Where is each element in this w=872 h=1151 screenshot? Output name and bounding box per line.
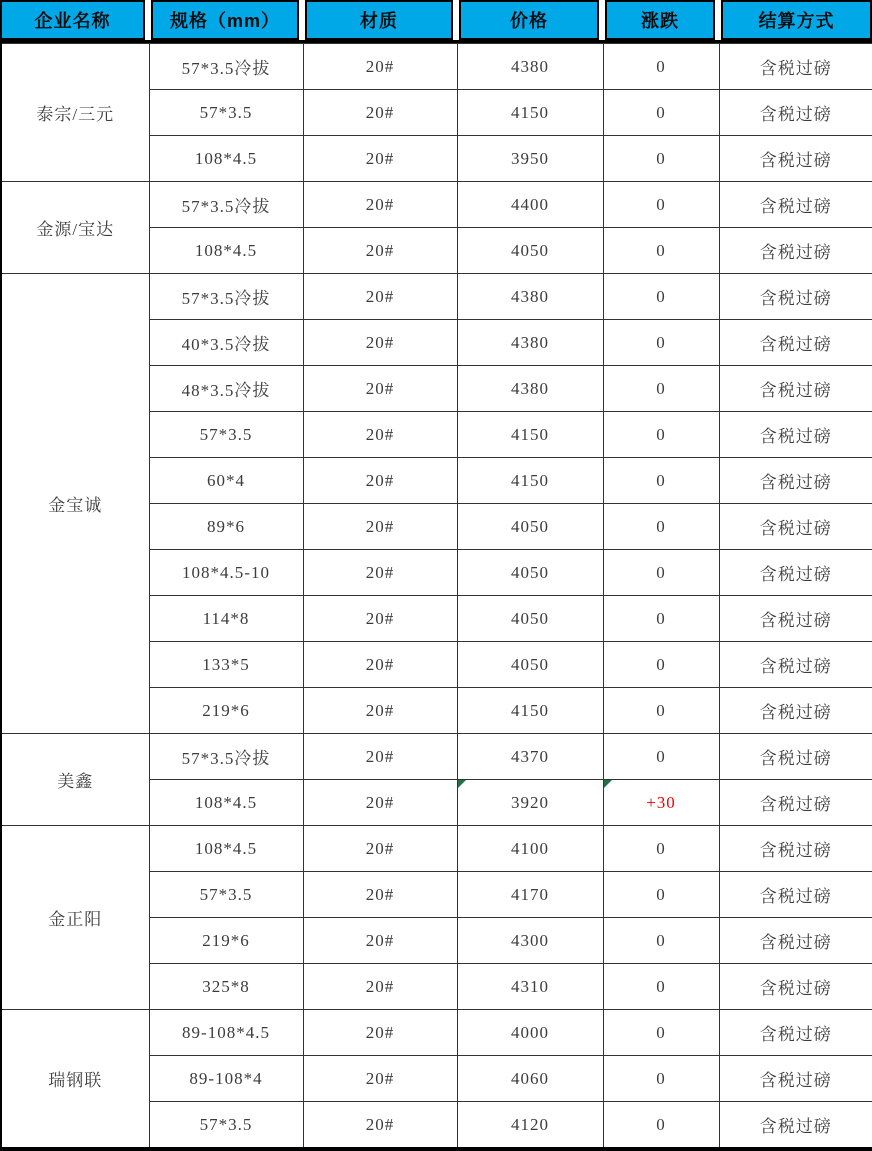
material-cell <box>303 642 457 688</box>
change-cell-text: 0 <box>656 746 666 766</box>
settlement-cell-text: 含税过磅 <box>759 151 832 170</box>
change-cell-text: 0 <box>656 654 666 674</box>
settlement-cell-text: 含税过磅 <box>759 611 832 630</box>
material-cell-text: 20# <box>365 562 395 582</box>
spec-cell <box>149 1056 303 1102</box>
price-cell <box>457 1010 603 1056</box>
header-label: 企业名称 <box>0 0 145 40</box>
material-cell-text: 20# <box>365 378 395 398</box>
material-cell <box>303 964 457 1010</box>
spec-cell <box>149 228 303 274</box>
settlement-cell <box>719 596 872 642</box>
change-cell <box>603 734 719 780</box>
spec-cell <box>149 688 303 734</box>
change-cell <box>603 366 719 412</box>
price-cell <box>457 1102 603 1150</box>
change-cell <box>603 826 719 872</box>
price-cell <box>457 780 603 826</box>
price-cell-text: 4050 <box>511 516 549 536</box>
change-cell <box>603 274 719 320</box>
settlement-cell <box>719 688 872 734</box>
material-cell-text: 20# <box>365 286 395 306</box>
material-cell <box>303 182 457 228</box>
change-cell-text: 0 <box>656 1022 666 1042</box>
settlement-cell <box>719 872 872 918</box>
price-cell-text: 4060 <box>511 1068 549 1088</box>
change-cell-text: 0 <box>656 56 666 76</box>
material-cell-text: 20# <box>365 654 395 674</box>
settlement-cell <box>719 44 872 90</box>
material-cell-text: 20# <box>365 424 395 444</box>
spec-cell <box>149 90 303 136</box>
header-cell-1 <box>0 0 148 40</box>
price-cell <box>457 90 603 136</box>
spec-cell <box>149 642 303 688</box>
spec-cell <box>149 872 303 918</box>
settlement-cell <box>719 780 872 826</box>
settlement-cell-text: 含税过磅 <box>759 59 832 78</box>
price-cell <box>457 274 603 320</box>
material-cell-text: 20# <box>365 976 395 996</box>
material-cell <box>303 780 457 826</box>
settlement-cell-text: 含税过磅 <box>759 933 832 952</box>
spec-cell <box>149 826 303 872</box>
settlement-cell <box>719 136 872 182</box>
price-cell <box>457 136 603 182</box>
change-cell <box>603 320 719 366</box>
material-cell-text: 20# <box>365 516 395 536</box>
change-cell <box>603 90 719 136</box>
spec-cell-text: 57*3.5 <box>199 424 253 444</box>
price-cell-text: 3920 <box>511 792 549 812</box>
settlement-cell <box>719 964 872 1010</box>
price-cell-text: 4370 <box>511 746 549 766</box>
settlement-cell <box>719 1056 872 1102</box>
settlement-cell-text: 含税过磅 <box>759 565 832 584</box>
settlement-cell <box>719 918 872 964</box>
settlement-cell-text: 含税过磅 <box>759 703 832 722</box>
spec-cell <box>149 504 303 550</box>
material-cell-text: 20# <box>365 700 395 720</box>
settlement-cell <box>719 1102 872 1150</box>
material-cell <box>303 1010 457 1056</box>
spec-cell <box>149 1010 303 1056</box>
spec-cell <box>149 366 303 412</box>
material-cell-text: 20# <box>365 240 395 260</box>
change-cell-text: 0 <box>656 240 666 260</box>
spec-cell <box>149 136 303 182</box>
spec-cell-text: 57*3.5 <box>199 1114 253 1134</box>
material-cell-text: 20# <box>365 56 395 76</box>
spec-cell-text: 40*3.5冷拔 <box>181 335 271 354</box>
company-cell: 金宝诚 <box>1 274 149 734</box>
change-cell <box>603 780 719 826</box>
price-cell <box>457 412 603 458</box>
material-cell-text: 20# <box>365 194 395 214</box>
price-cell <box>457 872 603 918</box>
change-cell <box>603 688 719 734</box>
settlement-cell <box>719 412 872 458</box>
material-cell <box>303 228 457 274</box>
price-cell-text: 4150 <box>511 700 549 720</box>
spec-cell-text: 108*4.5 <box>194 148 258 168</box>
spec-cell-text: 133*5 <box>202 654 250 674</box>
change-cell-text: 0 <box>656 378 666 398</box>
table-row <box>1 274 872 320</box>
settlement-cell <box>719 550 872 596</box>
material-cell <box>303 458 457 504</box>
material-cell-text: 20# <box>365 1022 395 1042</box>
table-row <box>1 734 872 780</box>
material-cell <box>303 734 457 780</box>
price-cell-text: 4000 <box>511 1022 549 1042</box>
spec-cell <box>149 964 303 1010</box>
spec-cell-text: 108*4.5 <box>194 792 258 812</box>
material-cell <box>303 90 457 136</box>
spec-cell <box>149 44 303 90</box>
change-cell <box>603 136 719 182</box>
table-row <box>1 1010 872 1056</box>
header-cell-5 <box>602 0 718 40</box>
change-cell <box>603 458 719 504</box>
price-cell-text: 4150 <box>511 470 549 490</box>
change-cell-text: 0 <box>656 1068 666 1088</box>
header-cell-3 <box>302 0 456 40</box>
settlement-cell <box>719 458 872 504</box>
change-cell <box>603 550 719 596</box>
material-cell <box>303 826 457 872</box>
price-table <box>0 43 872 1151</box>
material-cell-text: 20# <box>365 884 395 904</box>
price-cell-text: 4050 <box>511 240 549 260</box>
spec-cell <box>149 1102 303 1150</box>
material-cell <box>303 918 457 964</box>
price-cell-text: 4310 <box>511 976 549 996</box>
settlement-cell-text: 含税过磅 <box>759 473 832 492</box>
settlement-cell-text: 含税过磅 <box>759 749 832 768</box>
material-cell-text: 20# <box>365 470 395 490</box>
change-cell <box>603 504 719 550</box>
change-cell-text: 0 <box>656 562 666 582</box>
settlement-cell-text: 含税过磅 <box>759 657 832 676</box>
settlement-cell-text: 含税过磅 <box>759 289 832 308</box>
material-cell-text: 20# <box>365 1068 395 1088</box>
settlement-cell <box>719 228 872 274</box>
header-label: 价格 <box>459 0 599 40</box>
spec-cell-text: 89*6 <box>207 516 245 536</box>
settlement-cell <box>719 642 872 688</box>
change-cell-text: 0 <box>656 976 666 996</box>
spec-cell <box>149 182 303 228</box>
spec-cell-text: 57*3.5冷拔 <box>181 749 271 768</box>
company-cell: 瑞钢联 <box>1 1010 149 1150</box>
price-cell-text: 4380 <box>511 378 549 398</box>
material-cell <box>303 136 457 182</box>
settlement-cell-text: 含税过磅 <box>759 335 832 354</box>
settlement-cell <box>719 504 872 550</box>
header-cell-4 <box>456 0 602 40</box>
price-cell <box>457 734 603 780</box>
material-cell-text: 20# <box>365 838 395 858</box>
spec-cell <box>149 780 303 826</box>
spec-cell-text: 60*4 <box>207 470 245 490</box>
change-cell-text: 0 <box>656 194 666 214</box>
company-cell: 金源/宝达 <box>1 182 149 274</box>
change-cell <box>603 964 719 1010</box>
change-cell-text: 0 <box>656 608 666 628</box>
material-cell-text: 20# <box>365 1114 395 1134</box>
price-cell-text: 4050 <box>511 608 549 628</box>
settlement-cell-text: 含税过磅 <box>759 519 832 538</box>
header-label: 结算方式 <box>721 0 872 40</box>
header-label: 涨跌 <box>605 0 715 40</box>
spec-cell <box>149 274 303 320</box>
price-cell <box>457 504 603 550</box>
change-cell-text: 0 <box>656 470 666 490</box>
price-cell-text: 4380 <box>511 332 549 352</box>
spec-cell-text: 108*4.5-10 <box>182 562 270 582</box>
settlement-cell-text: 含税过磅 <box>759 381 832 400</box>
spec-cell-text: 57*3.5冷拔 <box>181 197 271 216</box>
change-cell-text: 0 <box>656 838 666 858</box>
change-cell <box>603 1056 719 1102</box>
spec-cell-text: 219*6 <box>202 700 250 720</box>
spec-cell-text: 57*3.5冷拔 <box>181 59 271 78</box>
spec-cell <box>149 918 303 964</box>
price-cell <box>457 44 603 90</box>
spec-cell <box>149 734 303 780</box>
change-cell-text: 0 <box>656 286 666 306</box>
material-cell <box>303 320 457 366</box>
material-cell-text: 20# <box>365 102 395 122</box>
material-cell-text: 20# <box>365 332 395 352</box>
table-row <box>1 826 872 872</box>
change-cell-text: 0 <box>656 148 666 168</box>
price-cell <box>457 320 603 366</box>
change-cell <box>603 1010 719 1056</box>
change-cell <box>603 872 719 918</box>
price-cell-text: 4300 <box>511 930 549 950</box>
spec-cell-text: 48*3.5冷拔 <box>181 381 271 400</box>
material-cell <box>303 44 457 90</box>
price-cell-text: 4050 <box>511 654 549 674</box>
change-cell <box>603 1102 719 1150</box>
settlement-cell-text: 含税过磅 <box>759 1071 832 1090</box>
change-cell-text: 0 <box>656 884 666 904</box>
settlement-cell-text: 含税过磅 <box>759 1025 832 1044</box>
spec-cell <box>149 550 303 596</box>
price-cell <box>457 642 603 688</box>
price-cell-text: 3950 <box>511 148 549 168</box>
change-cell-text: 0 <box>656 1114 666 1134</box>
price-cell-text: 4150 <box>511 424 549 444</box>
change-cell-text: 0 <box>656 102 666 122</box>
change-cell <box>603 44 719 90</box>
change-cell <box>603 642 719 688</box>
change-cell <box>603 412 719 458</box>
spec-cell-text: 57*3.5 <box>199 102 253 122</box>
header-cell-2 <box>148 0 302 40</box>
spec-cell-text: 57*3.5 <box>199 884 253 904</box>
settlement-cell-text: 含税过磅 <box>759 427 832 446</box>
material-cell <box>303 1056 457 1102</box>
material-cell-text: 20# <box>365 930 395 950</box>
spec-cell-text: 108*4.5 <box>194 838 258 858</box>
spec-cell <box>149 412 303 458</box>
header-label: 规格（mm） <box>151 0 299 40</box>
header-label: 材质 <box>305 0 453 40</box>
price-cell <box>457 1056 603 1102</box>
material-cell <box>303 550 457 596</box>
price-cell-text: 4100 <box>511 838 549 858</box>
material-cell <box>303 596 457 642</box>
change-cell <box>603 596 719 642</box>
settlement-cell <box>719 366 872 412</box>
settlement-cell-text: 含税过磅 <box>759 795 832 814</box>
price-cell <box>457 596 603 642</box>
spec-cell-text: 114*8 <box>202 608 250 628</box>
price-cell <box>457 964 603 1010</box>
price-cell-text: 4170 <box>511 884 549 904</box>
price-cell <box>457 458 603 504</box>
settlement-cell-text: 含税过磅 <box>759 979 832 998</box>
header-cell-6 <box>718 0 872 40</box>
price-cell-text: 4120 <box>511 1114 549 1134</box>
price-cell-text: 4400 <box>511 194 549 214</box>
material-cell-text: 20# <box>365 746 395 766</box>
price-cell-text: 4380 <box>511 286 549 306</box>
settlement-cell-text: 含税过磅 <box>759 197 832 216</box>
settlement-cell <box>719 182 872 228</box>
price-cell <box>457 550 603 596</box>
price-cell <box>457 228 603 274</box>
change-cell <box>603 228 719 274</box>
settlement-cell <box>719 734 872 780</box>
company-cell: 金正阳 <box>1 826 149 1010</box>
material-cell <box>303 412 457 458</box>
settlement-cell <box>719 90 872 136</box>
settlement-cell <box>719 1010 872 1056</box>
material-cell <box>303 504 457 550</box>
settlement-cell-text: 含税过磅 <box>759 887 832 906</box>
price-cell-text: 4150 <box>511 102 549 122</box>
material-cell <box>303 688 457 734</box>
spec-cell-text: 325*8 <box>202 976 250 996</box>
change-cell-text: 0 <box>656 930 666 950</box>
price-cell <box>457 918 603 964</box>
cell-corner-mark-icon <box>458 780 466 788</box>
table-row <box>1 44 872 90</box>
settlement-cell <box>719 826 872 872</box>
table-header-row <box>0 0 872 43</box>
change-cell-text: 0 <box>656 332 666 352</box>
spec-cell-text: 108*4.5 <box>194 240 258 260</box>
change-cell <box>603 182 719 228</box>
company-cell: 美鑫 <box>1 734 149 826</box>
change-cell-text: +30 <box>646 792 676 812</box>
change-cell-text: 0 <box>656 424 666 444</box>
change-cell <box>603 918 719 964</box>
spec-cell <box>149 320 303 366</box>
price-cell <box>457 366 603 412</box>
spec-cell <box>149 596 303 642</box>
cell-corner-mark-icon <box>604 780 612 788</box>
settlement-cell-text: 含税过磅 <box>759 1117 832 1136</box>
settlement-cell <box>719 320 872 366</box>
material-cell-text: 20# <box>365 792 395 812</box>
settlement-cell-text: 含税过磅 <box>759 105 832 124</box>
price-cell <box>457 826 603 872</box>
change-cell-text: 0 <box>656 516 666 536</box>
material-cell-text: 20# <box>365 608 395 628</box>
spec-cell <box>149 458 303 504</box>
spec-cell-text: 57*3.5冷拔 <box>181 289 271 308</box>
material-cell <box>303 274 457 320</box>
spec-cell-text: 89-108*4 <box>189 1068 263 1088</box>
change-cell-text: 0 <box>656 700 666 720</box>
price-cell <box>457 688 603 734</box>
settlement-cell <box>719 274 872 320</box>
spec-cell-text: 219*6 <box>202 930 250 950</box>
material-cell-text: 20# <box>365 148 395 168</box>
table-row <box>1 182 872 228</box>
settlement-cell-text: 含税过磅 <box>759 243 832 262</box>
price-cell-text: 4380 <box>511 56 549 76</box>
spec-cell-text: 89-108*4.5 <box>182 1022 270 1042</box>
material-cell <box>303 1102 457 1150</box>
material-cell <box>303 366 457 412</box>
price-cell-text: 4050 <box>511 562 549 582</box>
price-cell <box>457 182 603 228</box>
material-cell <box>303 872 457 918</box>
company-cell: 泰宗/三元 <box>1 44 149 182</box>
settlement-cell-text: 含税过磅 <box>759 841 832 860</box>
